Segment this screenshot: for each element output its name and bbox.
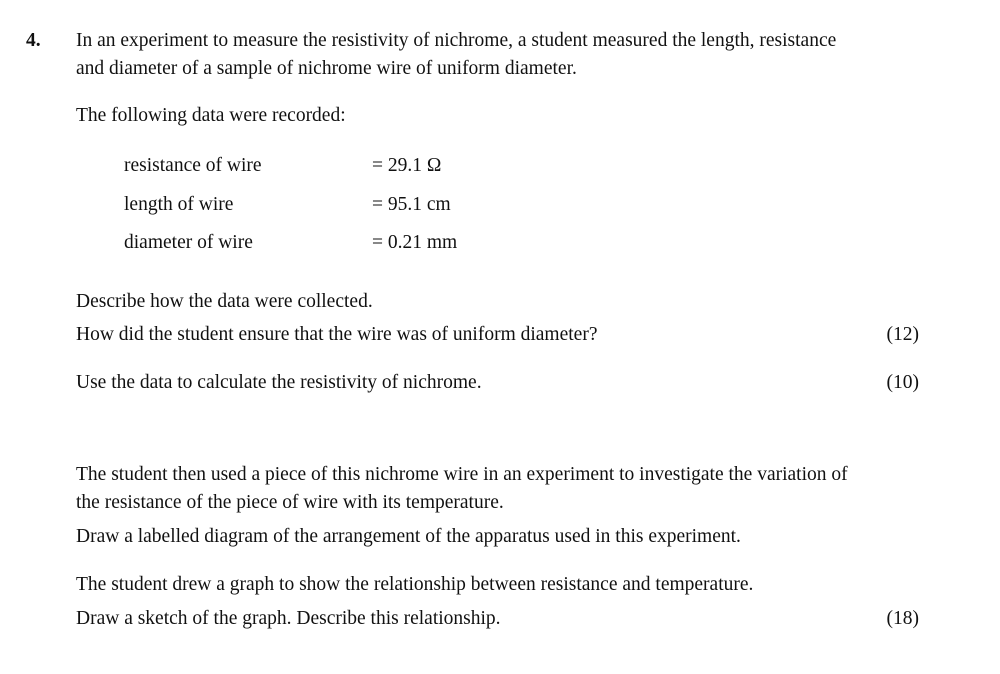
data-row-resistance-label: resistance of wire [124,155,262,176]
part-d-marks: (18) [886,608,919,629]
data-row-length-value: = 95.1 cm [372,194,451,215]
part-a-marks: (12) [886,324,919,345]
data-row-length-label: length of wire [124,194,234,215]
part-c-line-3: Draw a labelled diagram of the arrangement of the apparatus used in this experiment. [76,526,741,547]
part-a-line-2: How did the student ensure that the wire was of uniform diameter? [76,324,598,345]
part-d-line-2: Draw a sketch of the graph. Describe this relationship. [76,608,501,629]
part-b-text: Use the data to calculate the resistivity of nichrome. [76,372,482,393]
question-number: 4. [26,30,41,51]
part-c-line-1: The student then used a piece of this nichrome wire in an experiment to investigate the variation of [76,464,848,485]
part-b-marks: (10) [886,372,919,393]
part-d-line-1: The student drew a graph to show the relationship between resistance and temperature. [76,574,754,595]
intro-line-1: In an experiment to measure the resistivity of nichrome, a student measured the length, resistance [76,30,837,51]
data-intro: The following data were recorded: [76,105,346,126]
part-a-line-1: Describe how the data were collected. [76,291,373,312]
intro-line-2: and diameter of a sample of nichrome wire of uniform diameter. [76,58,577,79]
part-c-line-2: the resistance of the piece of wire with its temperature. [76,492,504,513]
data-row-diameter-value: = 0.21 mm [372,232,458,253]
data-row-diameter-label: diameter of wire [124,232,253,253]
data-row-resistance-value: = 29.1 Ω [372,155,442,176]
